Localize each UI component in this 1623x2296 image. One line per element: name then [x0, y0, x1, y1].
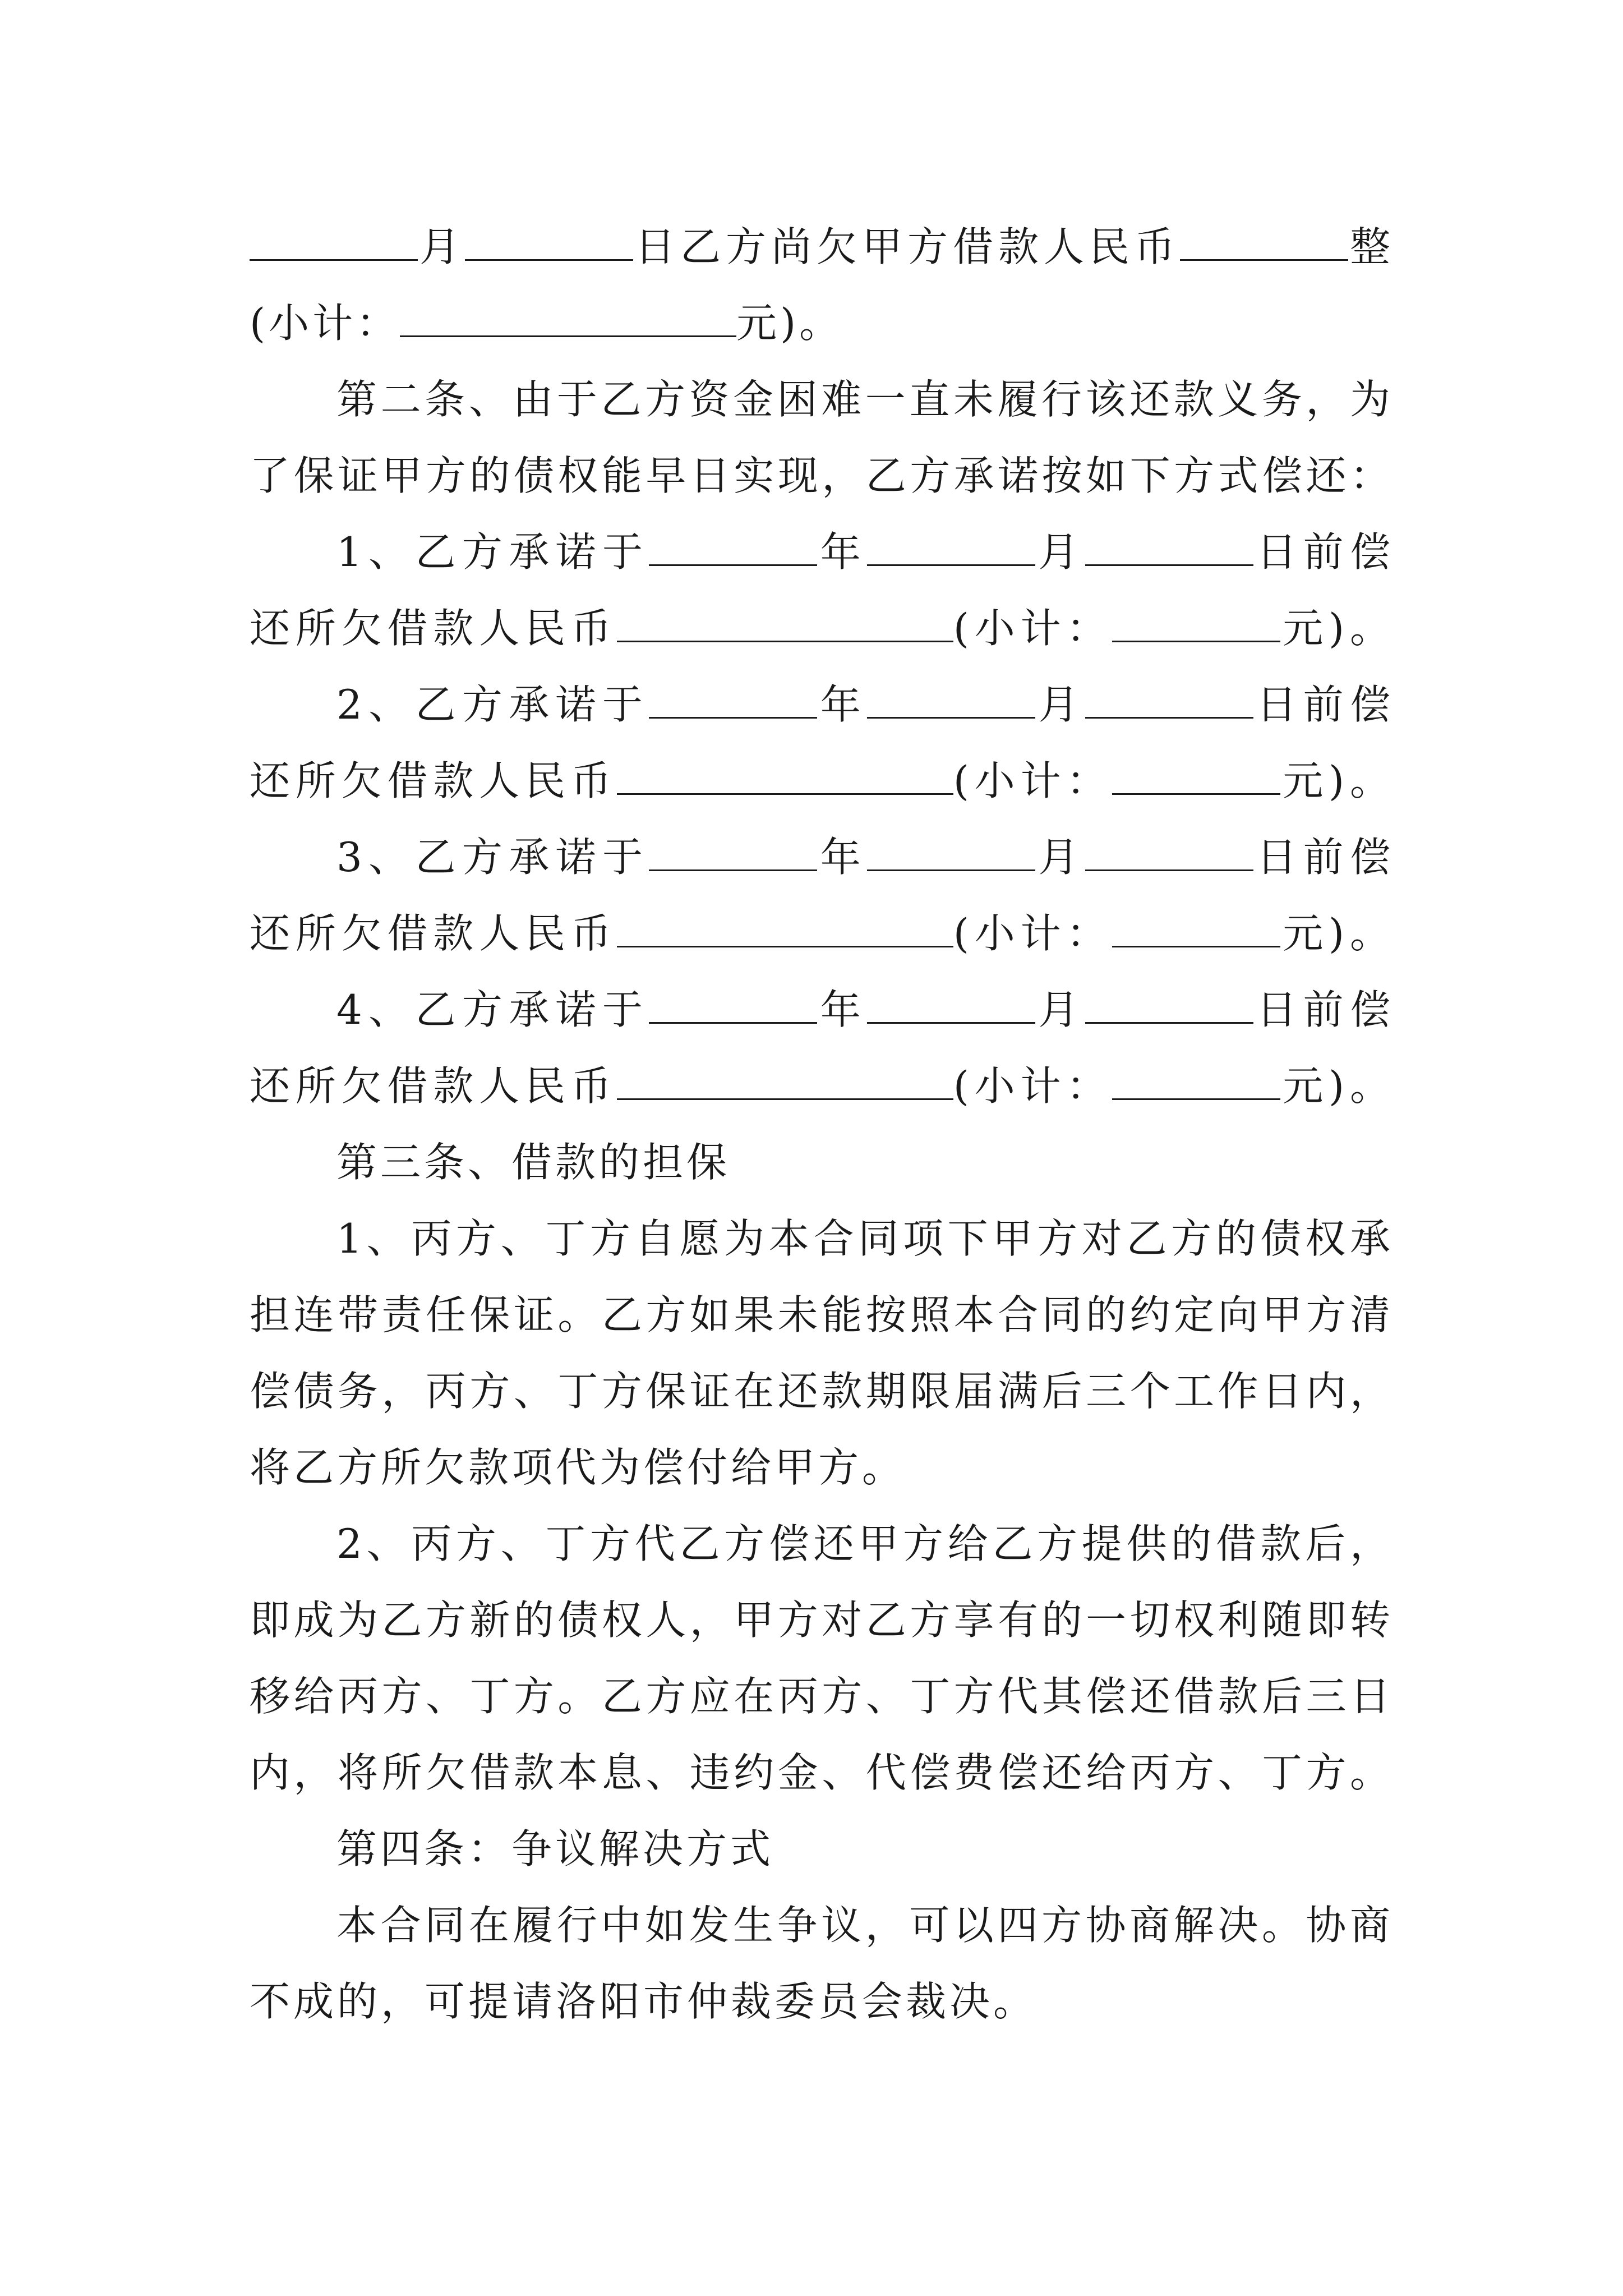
blank-field — [867, 677, 1035, 719]
article-3-line: 1、丙方、丁方自愿为本合同项下甲方对乙方的债权承 — [336, 1215, 1394, 1262]
article-3-line: 内，将所欠借款本息、违约金、代偿费偿还给丙方、丁方。 — [250, 1749, 1394, 1796]
article-3-line: 将乙方所欠款项代为偿付给甲方。 — [250, 1444, 906, 1491]
blank-field — [1112, 905, 1280, 947]
blank-field — [649, 677, 817, 719]
text-run: 日前偿 — [1253, 528, 1394, 576]
text-run: 还所欠借款人民币 — [250, 605, 617, 652]
text-run: 年 — [817, 834, 868, 881]
blank-field — [649, 982, 817, 1024]
text-run: 年 — [817, 681, 868, 728]
blank-field — [1085, 677, 1253, 719]
article-2-line: 第二条、由于乙方资金困难一直未履行该还款义务，为 — [336, 376, 1394, 423]
installment-3-line — [336, 819, 1394, 895]
text-run: 元)。 — [1280, 910, 1394, 957]
blank-field — [1112, 600, 1280, 642]
article-3-line: 2、丙方、丁方代乙方偿还甲方给乙方提供的借款后， — [336, 1520, 1394, 1567]
installment-2-line — [250, 743, 1394, 819]
article-3-title: 第三条、借款的担保 — [336, 1139, 731, 1186]
text-run: (小计： — [953, 605, 1113, 652]
blank-field — [617, 905, 953, 947]
text-run: 年 — [817, 528, 868, 576]
text-run: 2、乙方承诺于 — [336, 681, 649, 728]
installment-2-line — [336, 666, 1394, 743]
blank-field — [400, 295, 736, 337]
text-run: 元)。 — [1280, 757, 1394, 804]
article-3-line: 即成为乙方新的债权人，甲方对乙方享有的一切权利随即转 — [250, 1596, 1394, 1644]
text-run: 日前偿 — [1253, 681, 1394, 728]
text-run: 元)。 — [1280, 1062, 1394, 1110]
blank-field — [250, 219, 418, 261]
article-3-line: 担连带责任保证。乙方如果未能按照本合同的约定向甲方清 — [250, 1291, 1394, 1338]
blank-field — [867, 982, 1035, 1024]
text-run: 整 — [1348, 223, 1394, 270]
installment-4-line — [336, 972, 1394, 1048]
blank-field — [1112, 1058, 1280, 1100]
blank-field — [1085, 829, 1253, 871]
text-run: (小计： — [953, 1062, 1113, 1110]
text-run: 月 — [1035, 834, 1085, 881]
text-run: 还所欠借款人民币 — [250, 757, 617, 804]
blank-field — [465, 219, 633, 261]
article-2-line: 了保证甲方的债权能早日实现，乙方承诺按如下方式偿还： — [250, 452, 1394, 499]
text-line — [250, 209, 1394, 285]
blank-field — [617, 1058, 953, 1100]
text-run: (小计： — [953, 757, 1113, 804]
article-4-line: 不成的，可提请洛阳市仲裁委员会裁决。 — [250, 1978, 1038, 2025]
article-3-line: 移给丙方、丁方。乙方应在丙方、丁方代其偿还借款后三日 — [250, 1673, 1394, 1720]
text-run: (小计： — [953, 910, 1113, 957]
article-3-line: 偿债务，丙方、丁方保证在还款期限届满后三个工作日内， — [250, 1368, 1394, 1415]
blank-field — [617, 753, 953, 795]
text-run: 月 — [418, 223, 465, 270]
article-4-title: 第四条：争议解决方式 — [336, 1825, 774, 1872]
blank-field — [867, 524, 1035, 566]
text-run: (小计： — [250, 300, 400, 347]
text-run: 月 — [1035, 681, 1085, 728]
blank-field — [1085, 982, 1253, 1024]
blank-field — [649, 829, 817, 871]
text-run: 3、乙方承诺于 — [336, 834, 649, 881]
installment-1-line — [250, 590, 1394, 666]
text-run: 还所欠借款人民币 — [250, 1062, 617, 1110]
blank-field — [1085, 524, 1253, 566]
text-run: 日前偿 — [1253, 834, 1394, 881]
installment-3-line — [250, 895, 1394, 972]
article-4-line: 本合同在履行中如发生争议，可以四方协商解决。协商 — [336, 1902, 1394, 1949]
blank-field — [617, 600, 953, 642]
text-run: 年 — [817, 986, 868, 1033]
text-run: 1、乙方承诺于 — [336, 528, 649, 576]
text-run: 4、乙方承诺于 — [336, 986, 649, 1033]
text-run: 元)。 — [1280, 605, 1394, 652]
blank-field — [1180, 219, 1348, 261]
text-run: 月 — [1035, 528, 1085, 576]
text-run: 月 — [1035, 986, 1085, 1033]
blank-field — [649, 524, 817, 566]
text-run: 元)。 — [736, 300, 843, 347]
text-line — [250, 285, 843, 361]
blank-field — [867, 829, 1035, 871]
text-run: 日乙方尚欠甲方借款人民币 — [633, 223, 1180, 270]
blank-field — [1112, 753, 1280, 795]
text-run: 日前偿 — [1253, 986, 1394, 1033]
installment-1-line — [336, 514, 1394, 590]
installment-4-line — [250, 1048, 1394, 1124]
text-run: 还所欠借款人民币 — [250, 910, 617, 957]
